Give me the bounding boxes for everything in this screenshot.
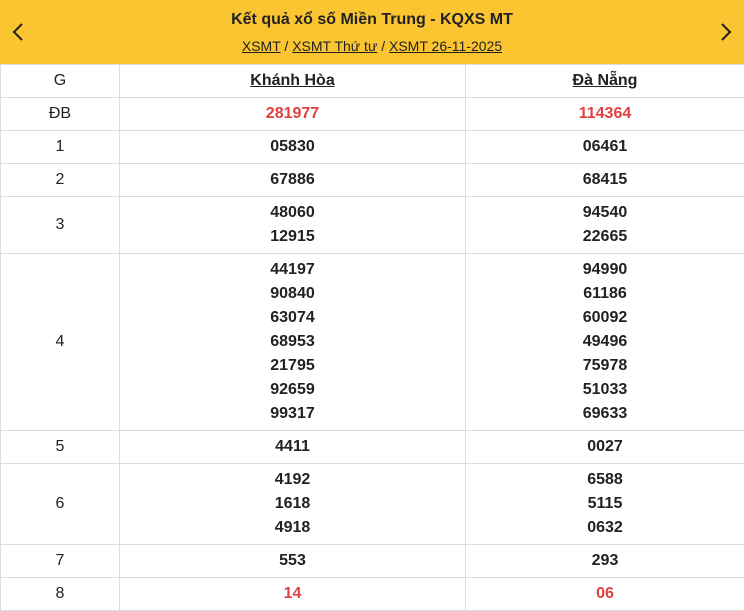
table-row xyxy=(1,98,744,131)
prize-number: 68415 xyxy=(466,168,744,192)
province-da-nang-link[interactable]: Đà Nẵng xyxy=(466,65,744,98)
prize-cell xyxy=(120,545,466,578)
prize-label: 1 xyxy=(1,131,120,164)
prize-label: ĐB xyxy=(1,98,120,131)
table-row xyxy=(1,164,744,197)
prize-label: 7 xyxy=(1,545,120,578)
prize-number: 99317 xyxy=(120,402,465,426)
breadcrumb-separator: / xyxy=(284,38,288,54)
prize-number: 553 xyxy=(120,549,465,573)
prize-label: 5 xyxy=(1,431,120,464)
prize-cell xyxy=(466,578,744,611)
table-row xyxy=(1,464,744,545)
prize-cell xyxy=(466,131,744,164)
prize-number: 49496 xyxy=(466,330,744,354)
prize-number: 6588 xyxy=(466,468,744,492)
prize-number: 69633 xyxy=(466,402,744,426)
province-khanh-hoa-link[interactable]: Khánh Hòa xyxy=(120,65,466,98)
prize-number: 06461 xyxy=(466,135,744,159)
prize-label: 4 xyxy=(1,254,120,431)
prize-number: 4192 xyxy=(120,468,465,492)
prize-number: 0027 xyxy=(466,435,744,459)
chevron-right-icon xyxy=(719,22,733,42)
prize-cell xyxy=(120,131,466,164)
breadcrumb-xsmt-weekday[interactable]: XSMT Thứ tư xyxy=(292,38,377,54)
page-title: Kết quả xổ số Miền Trung - KQXS MT xyxy=(0,11,744,29)
prize-cell xyxy=(466,164,744,197)
next-day-button[interactable] xyxy=(714,20,738,44)
prize-number: 90840 xyxy=(120,282,465,306)
prize-cell xyxy=(120,464,466,545)
prize-cell xyxy=(466,464,744,545)
prize-number: 4411 xyxy=(120,435,465,459)
breadcrumb xyxy=(0,38,744,54)
prize-number: 75978 xyxy=(466,354,744,378)
prize-label: 2 xyxy=(1,164,120,197)
table-row xyxy=(1,131,744,164)
prize-cell xyxy=(466,545,744,578)
breadcrumb-xsmt-date[interactable]: XSMT 26-11-2025 xyxy=(389,38,502,54)
prize-number: 61186 xyxy=(466,282,744,306)
prize-number: 94540 xyxy=(466,201,744,225)
prize-number: 06 xyxy=(466,582,744,606)
table-row xyxy=(1,431,744,464)
prize-cell xyxy=(120,98,466,131)
prize-number: 12915 xyxy=(120,225,465,249)
prize-label: 6 xyxy=(1,464,120,545)
table-row xyxy=(1,578,744,611)
prize-number: 68953 xyxy=(120,330,465,354)
results-table xyxy=(0,64,744,611)
prize-number: 94990 xyxy=(466,258,744,282)
prize-cell xyxy=(120,197,466,254)
prize-number: 293 xyxy=(466,549,744,573)
prize-number: 67886 xyxy=(120,168,465,192)
prize-label: 3 xyxy=(1,197,120,254)
table-row xyxy=(1,197,744,254)
table-header-row xyxy=(1,65,744,98)
prize-number: 44197 xyxy=(120,258,465,282)
prize-number: 1618 xyxy=(120,492,465,516)
table-row xyxy=(1,254,744,431)
breadcrumb-xsmt[interactable]: XSMT xyxy=(242,38,281,54)
table-row xyxy=(1,545,744,578)
prize-number: 63074 xyxy=(120,306,465,330)
prize-cell xyxy=(466,98,744,131)
page-header xyxy=(0,0,744,64)
prize-number: 92659 xyxy=(120,378,465,402)
prize-number: 0632 xyxy=(466,516,744,540)
prize-number: 14 xyxy=(120,582,465,606)
prize-number: 48060 xyxy=(120,201,465,225)
prize-number: 60092 xyxy=(466,306,744,330)
prize-number: 4918 xyxy=(120,516,465,540)
prize-cell xyxy=(120,431,466,464)
prize-number: 22665 xyxy=(466,225,744,249)
prize-number: 281977 xyxy=(120,102,465,126)
prize-number: 5115 xyxy=(466,492,744,516)
prize-cell xyxy=(120,578,466,611)
prize-cell xyxy=(466,431,744,464)
prize-cell xyxy=(120,254,466,431)
prize-number: 05830 xyxy=(120,135,465,159)
breadcrumb-separator: / xyxy=(381,38,385,54)
prize-number: 51033 xyxy=(466,378,744,402)
prize-label: 8 xyxy=(1,578,120,611)
prize-number: 21795 xyxy=(120,354,465,378)
prize-cell xyxy=(120,164,466,197)
prize-number: 114364 xyxy=(466,102,744,126)
prize-column-header: G xyxy=(1,65,120,98)
prize-cell xyxy=(466,197,744,254)
prize-cell xyxy=(466,254,744,431)
